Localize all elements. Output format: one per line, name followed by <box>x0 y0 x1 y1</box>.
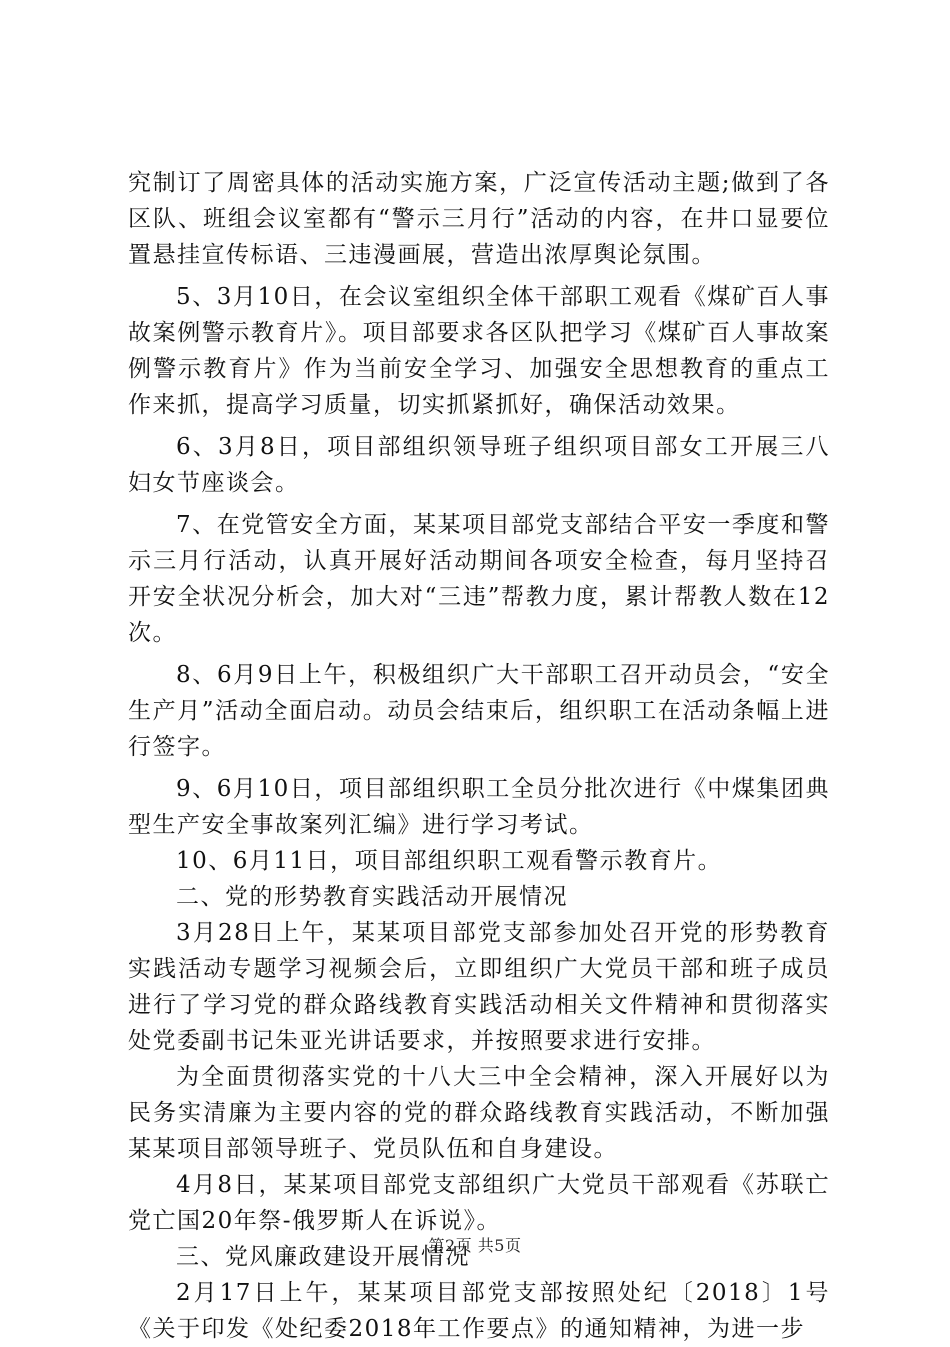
page-number-footer: 第2页 共5页 <box>428 1236 522 1255</box>
document-body <box>128 165 830 1347</box>
paragraph-item-8: 8、6月9日上午，积极组织广大干部职工召开动员会，“安全生产月”活动全面启动。动员会结束后，组织职工在活动条幅上进行签字。 <box>128 662 830 760</box>
section-heading-3: 三、党风廉政建设开展情况 <box>176 1244 470 1270</box>
paragraph-item-9: 9、6月10日，项目部组织职工全员分批次进行《中煤集团典型生产安全事故案列汇编》进行学习考试。 <box>128 776 830 838</box>
paragraph-item-5: 5、3月10日，在会议室组织全体干部职工观看《煤矿百人事故案例警示教育片》。项目部要求各区队把学习《煤矿百人事故案例警示教育片》作为当前安全学习、加强安全思想教育的重点工作来抓，提高学习质量，切实抓紧抓好，确保活动效果。 <box>128 284 830 418</box>
paragraph-item-7: 7、在党管安全方面，某某项目部党支部结合平安一季度和警示三月行活动，认真开展好活动期间各项安全检查，每月坚持召开安全状况分析会，加大对“三违”帮教力度，累计帮教人数在12次。 <box>128 512 830 646</box>
paragraph-continuation: 究制订了周密具体的活动实施方案，广泛宣传活动主题;做到了各区队、班组会议室都有“警示三月行”活动的内容，在井口显要位置悬挂宣传标语、三违漫画展，营造出浓厚舆论氛围。 <box>128 170 830 268</box>
paragraph-item-6: 6、3月8日，项目部组织领导班子组织项目部女工开展三八妇女节座谈会。 <box>128 434 830 496</box>
section-heading-2: 二、党的形势教育实践活动开展情况 <box>176 884 568 910</box>
paragraph-section-2-b: 为全面贯彻落实党的十八大三中全会精神，深入开展好以为民务实清廉为主要内容的党的群众路线教育实践活动，不断加强某某项目部领导班子、党员队伍和自身建设。 <box>128 1064 830 1162</box>
paragraph-section-2-c: 4月8日，某某项目部党支部组织广大党员干部观看《苏联亡党亡国20年祭-俄罗斯人在诉说》。 <box>128 1172 830 1234</box>
paragraph-section-3-a: 2月17日上午，某某项目部党支部按照处纪〔2018〕1号《关于印发《处纪委2018年工作要点》的通知精神，为进一步 <box>128 1280 830 1342</box>
paragraph-section-2-a: 3月28日上午，某某项目部党支部参加处召开党的形势教育实践活动专题学习视频会后，立即组织广大党员干部和班子成员进行了学习党的群众路线教育实践活动相关文件精神和贯彻落实处党委副书记朱亚光讲话要求，并按照要求进行安排。 <box>128 920 830 1054</box>
paragraph-item-10: 10、6月11日，项目部组织职工观看警示教育片。 <box>176 848 723 874</box>
